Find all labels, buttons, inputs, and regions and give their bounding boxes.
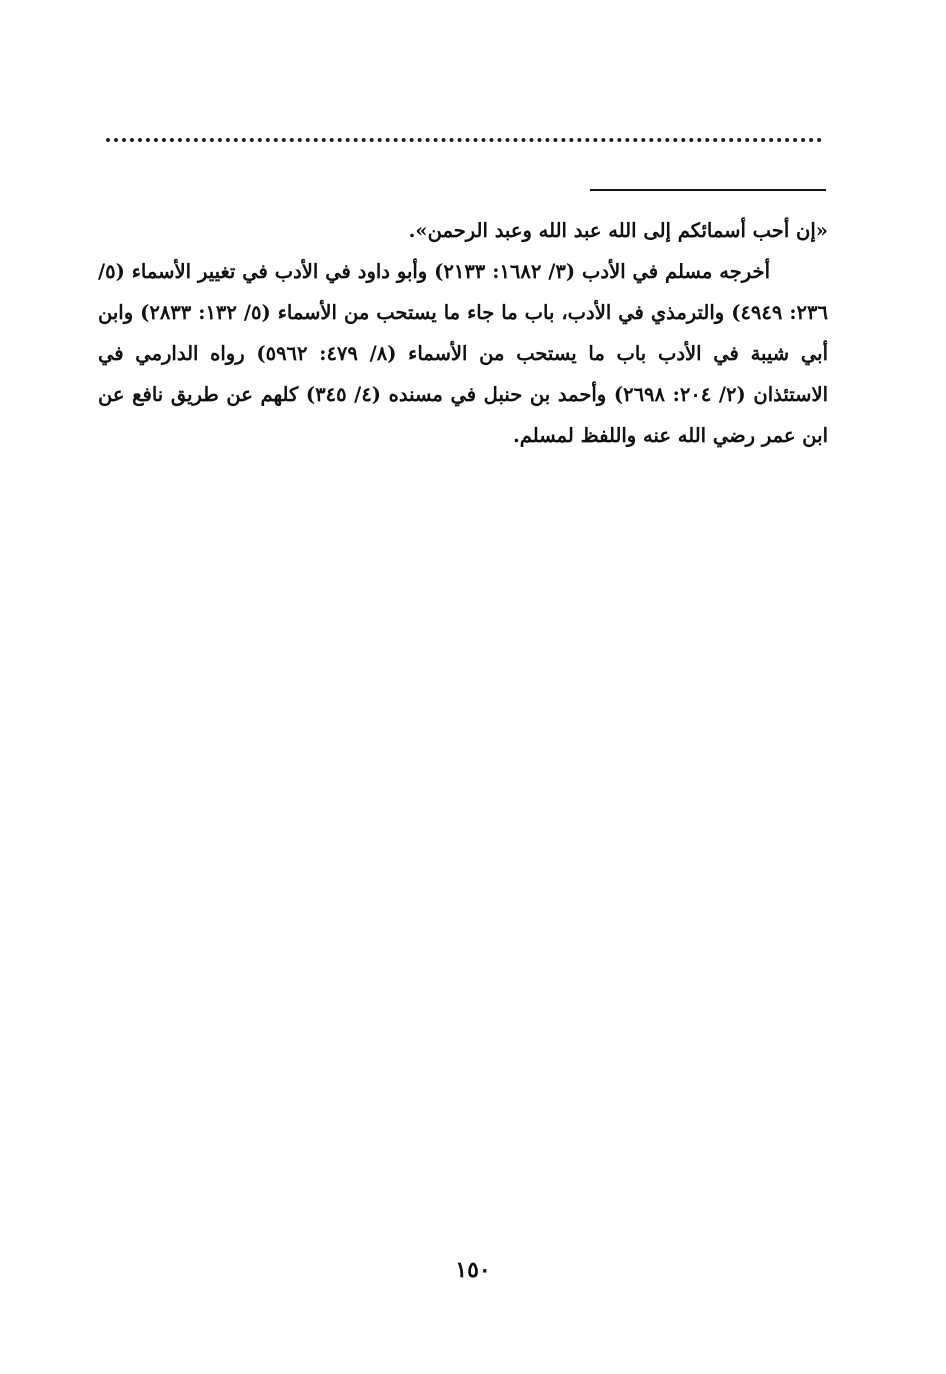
footnotes-block [98,210,828,456]
hadith-quote: «إن أحب أسمائكم إلى الله عبد الله وعبد الرحمن». [408,219,828,242]
takhrij-paragraph: أخرجه مسلم في الأدب (٣/ ١٦٨٢: ٢١٣٣) وأبو داود في الأدب في تغيير الأسماء (٥/ ٢٣٦: ٤٩٤٩) والترمذي في الأدب، باب ما جاء ما يستحب من الأسماء (٥/ ١٣٢: ٢٨٣٣) وابن أبي شيبة في الأدب باب ما يستحب من الأسماء (٨/ ٤٧٩: ٥٩٦٢) رواه الدارمي في الاستئذان (٢/ ٢٠٤: ٢٦٩٨) وأحمد بن حنبل في مسنده (٤/ ٣٤٥) كلهم عن طريق نافع عن ابن عمر رضي الله عنه واللفظ لمسلم. [98,260,828,447]
page-number: ١٥٠ [455,1257,491,1283]
dotted-separator [106,138,822,142]
footnote-separator-line [590,189,826,191]
